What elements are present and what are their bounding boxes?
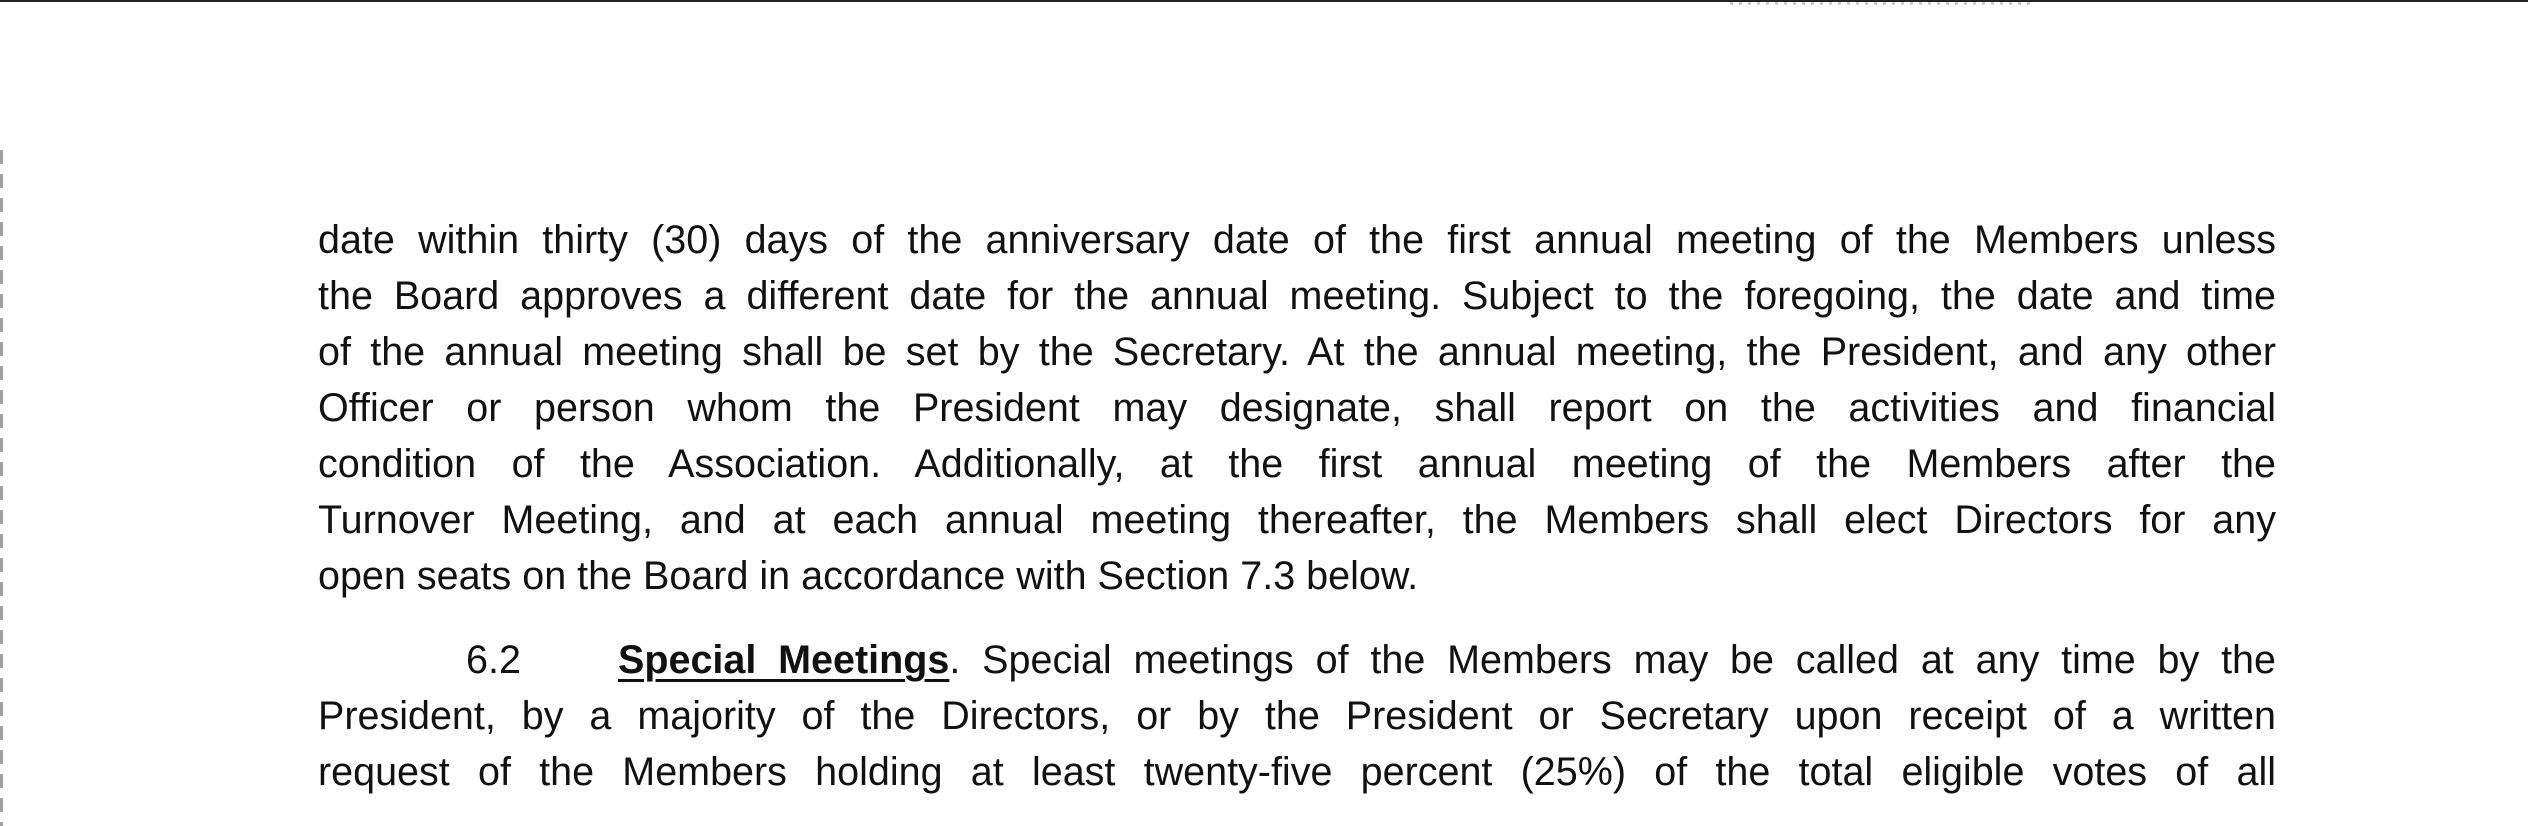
special-meetings-section (318, 632, 2276, 800)
scan-artifact (1730, 2, 2030, 5)
annual-meeting-paragraph (318, 212, 2276, 604)
paragraph-line: condition of the Association. Additionally, at the first annual meeting of the Members after the (318, 442, 2276, 486)
section-first-line-text (618, 632, 2276, 688)
left-page-edge (0, 150, 3, 826)
section-heading: Special Meetings (618, 638, 950, 682)
paragraph-line: of the annual meeting shall be set by the Secretary. At the annual meeting, the President, and any other (318, 330, 2276, 374)
top-border-line (0, 0, 2528, 2)
section-line: President, by a majority of the Directors, or by the President or Secretary upon receipt of a written (318, 694, 2276, 738)
paragraph-line: open seats on the Board in accordance with Section 7.3 below. (318, 554, 1419, 598)
paragraph-line: date within thirty (30) days of the anniversary date of the first annual meeting of the Members unless (318, 218, 2276, 262)
paragraph-line: Turnover Meeting, and at each annual meeting thereafter, the Members shall elect Directors for any (318, 498, 2276, 542)
section-number: 6.2 (466, 638, 521, 682)
paragraph-spacer (318, 604, 2276, 632)
section-first-line-body: . Special meetings of the Members may be called at any time by the (949, 638, 2276, 682)
paragraph-line: Officer or person whom the President may designate, shall report on the activities and financial (318, 386, 2276, 430)
document-body (318, 212, 2276, 800)
section-first-line (318, 632, 2276, 688)
section-line: request of the Members holding at least twenty-five percent (25%) of the total eligible votes of all (318, 750, 2276, 794)
paragraph-line: the Board approves a different date for the annual meeting. Subject to the foregoing, the date and time (318, 274, 2276, 318)
